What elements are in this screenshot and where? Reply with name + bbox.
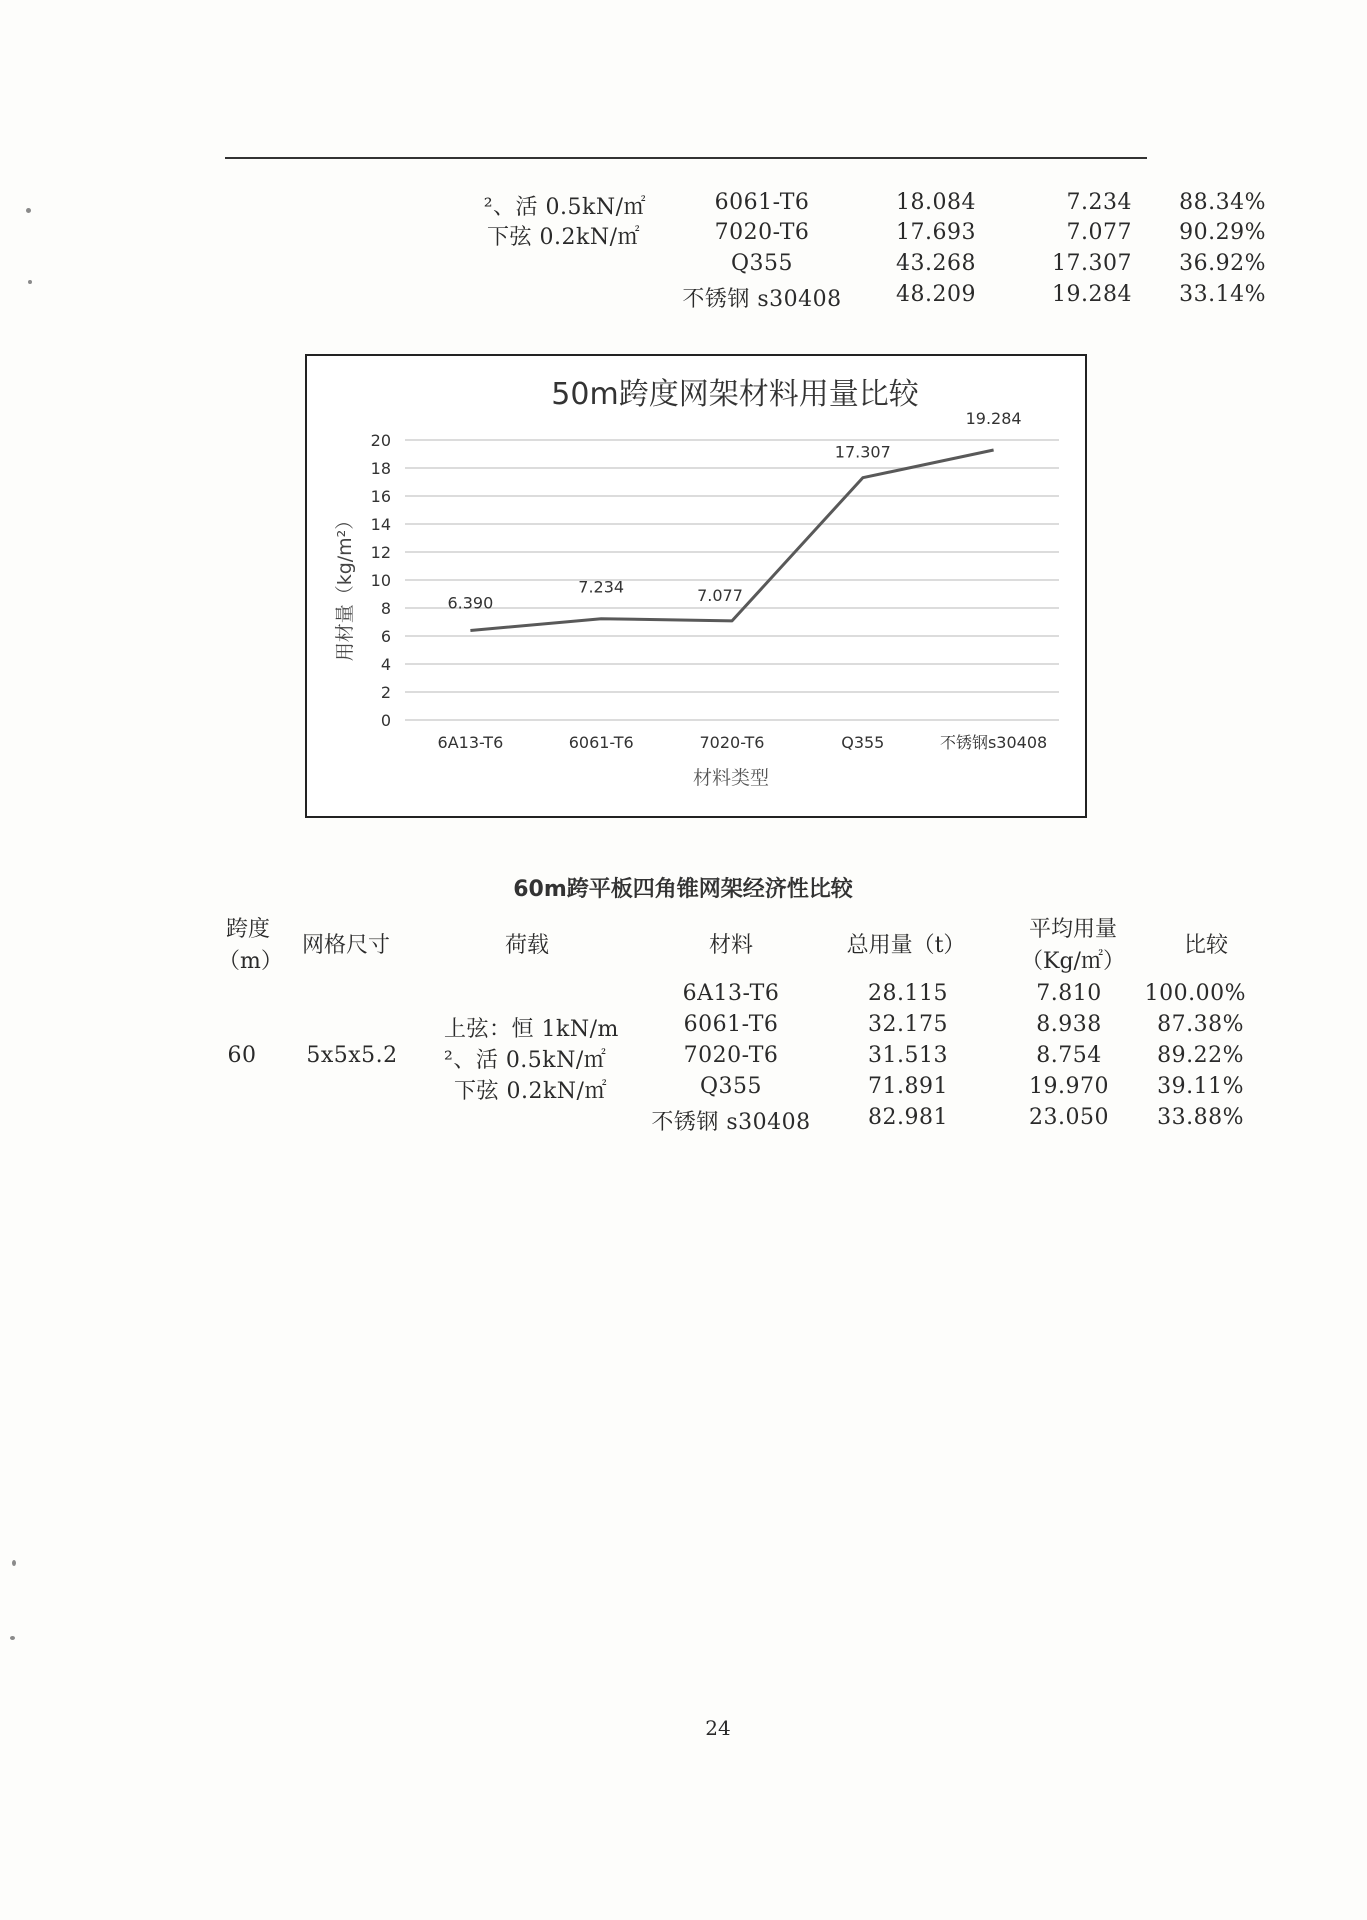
avg-cell: 8.754 <box>1036 1043 1102 1068</box>
ratio-cell: 90.29% <box>1179 220 1266 245</box>
y-tick-label: 16 <box>370 487 391 506</box>
y-tick-label: 10 <box>370 571 391 590</box>
span-cell: 60 <box>227 1043 257 1068</box>
material-cell: Q355 <box>730 251 794 276</box>
header-span <box>218 914 283 978</box>
total-cell: 32.175 <box>868 1012 948 1037</box>
load-line: 上弦：恒 1kN/m <box>444 1017 619 1042</box>
total-cell: 31.513 <box>868 1043 948 1068</box>
load-cell: ²、活 0.5kN/㎡ <box>483 195 646 220</box>
top-rule <box>225 157 1147 159</box>
header-span-label: 跨度 <box>225 917 270 942</box>
total-cell: 71.891 <box>868 1074 948 1099</box>
avg-cell: 7.810 <box>1036 981 1102 1006</box>
avg-cell: 8.938 <box>1036 1012 1102 1037</box>
avg-cell: 7.234 <box>1066 190 1132 215</box>
ratio-cell: 87.38% <box>1157 1012 1244 1037</box>
y-tick-label: 2 <box>380 683 391 702</box>
avg-cell: 19.284 <box>1052 282 1132 307</box>
data-label: 7.234 <box>578 577 625 597</box>
x-tick-label: Q355 <box>841 733 885 752</box>
load-line: ²、活 0.5kN/㎡ <box>444 1048 607 1073</box>
line-chart <box>305 354 1087 818</box>
ratio-cell: 100.00% <box>1144 981 1246 1006</box>
y-tick-label: 6 <box>380 627 391 646</box>
scan-speck <box>12 1560 16 1566</box>
gridlines <box>405 440 1059 720</box>
total-cell: 43.268 <box>896 251 976 276</box>
data-label: 17.307 <box>834 442 891 462</box>
data-label: 6.390 <box>447 593 494 613</box>
avg-cell: 17.307 <box>1052 251 1132 276</box>
y-tick-label: 8 <box>380 599 391 618</box>
y-tick-label: 14 <box>370 515 391 534</box>
page-number: 24 <box>705 1716 731 1740</box>
header-grid: 网格尺寸 <box>302 933 391 958</box>
total-cell: 17.693 <box>896 220 976 245</box>
scan-speck <box>26 208 31 213</box>
x-axis-ticks <box>438 733 1048 752</box>
x-axis-label: 材料类型 <box>692 767 770 789</box>
data-label: 7.077 <box>697 585 743 605</box>
chart-canvas <box>307 356 1085 816</box>
y-axis-ticks <box>371 431 391 730</box>
x-tick-label: 不锈钢s30408 <box>939 733 1048 752</box>
x-tick-label: 6061-T6 <box>568 733 634 752</box>
material-cell: Q355 <box>699 1074 763 1099</box>
y-tick-label: 20 <box>370 431 391 450</box>
material-cell: 7020-T6 <box>683 1043 779 1068</box>
data-label: 19.284 <box>965 409 1022 429</box>
total-cell: 48.209 <box>896 282 976 307</box>
material-cell: 不锈钢 s30408 <box>682 287 842 312</box>
avg-cell: 19.970 <box>1029 1074 1109 1099</box>
ratio-cell: 88.34% <box>1179 190 1266 215</box>
header-ratio: 比较 <box>1183 933 1229 958</box>
scan-speck <box>10 1636 15 1640</box>
load-line: 下弦 0.2kN/㎡ <box>454 1079 607 1104</box>
load-cell: 下弦 0.2kN/㎡ <box>487 225 640 250</box>
y-tick-label: 0 <box>380 711 391 730</box>
total-cell: 18.084 <box>896 190 976 215</box>
y-tick-label: 4 <box>380 655 391 674</box>
y-axis-label: 用材量（kg/m²） <box>334 510 356 662</box>
material-cell: 不锈钢 s30408 <box>651 1110 811 1135</box>
ratio-cell: 33.14% <box>1179 282 1266 307</box>
ratio-cell: 33.88% <box>1157 1105 1244 1130</box>
header-material: 材料 <box>708 933 754 958</box>
y-tick-label: 18 <box>370 459 391 478</box>
header-total: 总用量（t） <box>846 933 966 958</box>
avg-cell: 7.077 <box>1066 220 1132 245</box>
header-avg-unit: （Kg/㎡） <box>1021 949 1125 974</box>
chart-title: 50m跨度网架材料用量比较 <box>551 377 919 412</box>
scan-speck <box>28 280 32 284</box>
header-span-unit: （m） <box>218 949 283 974</box>
avg-cell: 23.050 <box>1029 1105 1109 1130</box>
x-tick-label: 6A13-T6 <box>437 733 504 752</box>
material-cell: 7020-T6 <box>714 220 810 245</box>
grid-size-cell: 5x5x5.2 <box>306 1043 398 1068</box>
table-title: 60m跨平板四角锥网架经济性比较 <box>513 877 853 902</box>
header-avg <box>1021 914 1125 978</box>
total-cell: 28.115 <box>868 981 948 1006</box>
material-cell: 6A13-T6 <box>682 981 780 1006</box>
material-cell: 6061-T6 <box>714 190 810 215</box>
material-cell: 6061-T6 <box>683 1012 779 1037</box>
total-cell: 82.981 <box>868 1105 948 1130</box>
ratio-cell: 36.92% <box>1179 251 1266 276</box>
y-tick-label: 12 <box>370 543 391 562</box>
x-tick-label: 7020-T6 <box>699 733 765 752</box>
header-load: 荷载 <box>504 933 550 958</box>
ratio-cell: 39.11% <box>1157 1074 1244 1099</box>
ratio-cell: 89.22% <box>1157 1043 1244 1068</box>
header-avg-label: 平均用量 <box>1028 917 1117 942</box>
